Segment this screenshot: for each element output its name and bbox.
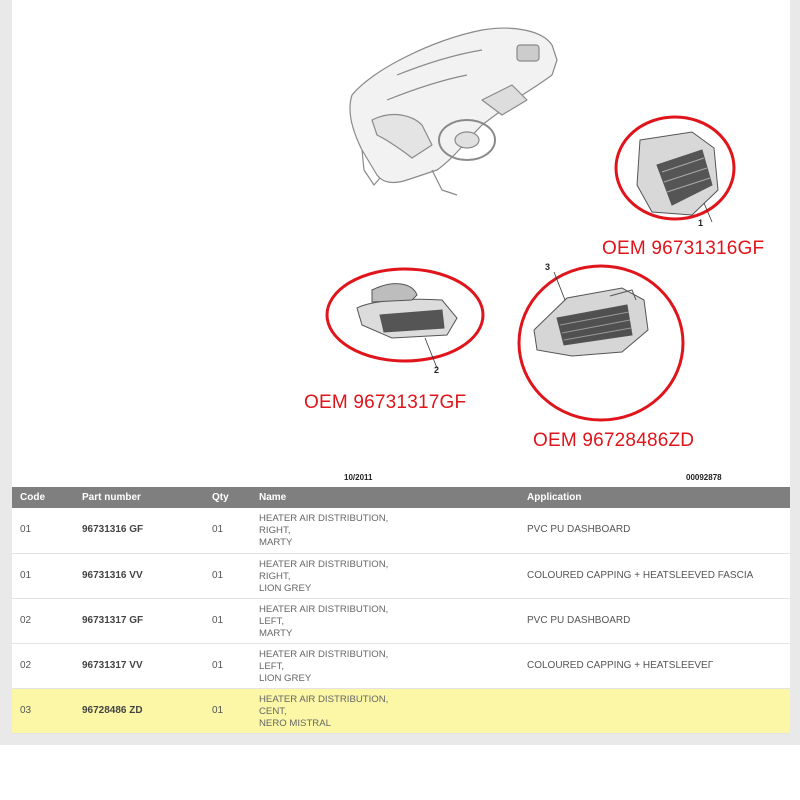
callout-number-2: 2 [434, 365, 440, 375]
name-line: CENT, [259, 705, 287, 717]
oem-label-1: OEM 96731316GF [602, 238, 765, 259]
row-name [251, 508, 519, 553]
name-line: HEATER AIR DISTRIBUTION, [259, 513, 389, 525]
parts-diagram [12, 0, 790, 470]
table-row [12, 643, 790, 688]
name-line: RIGHT, [259, 570, 291, 582]
header-application: Application [519, 487, 790, 508]
row-application: COLOURED CAPPING + HEATSLEEVED FASCIA [519, 553, 790, 598]
name-line: LION GREY [259, 582, 312, 594]
catalog-reference: 00092878 [686, 473, 722, 482]
row-qty: 01 [204, 598, 251, 643]
row-application: COLOURED CAPPING + HEATSLEEVEΓ [519, 643, 790, 688]
row-code: 01 [12, 508, 74, 553]
name-line: HEATER AIR DISTRIBUTION, [259, 603, 389, 615]
table-row-highlighted [12, 688, 790, 733]
row-name [251, 688, 519, 733]
name-line: HEATER AIR DISTRIBUTION, [259, 558, 389, 570]
table-row [12, 553, 790, 598]
row-code: 03 [12, 688, 74, 733]
row-code: 02 [12, 598, 74, 643]
callout-number-3: 3 [545, 262, 551, 272]
dashboard-illustration [350, 28, 557, 195]
row-qty: 01 [204, 553, 251, 598]
row-code: 02 [12, 643, 74, 688]
oem-label-2: OEM 96731317GF [304, 392, 467, 413]
row-qty: 01 [204, 508, 251, 553]
row-application [519, 688, 790, 733]
row-application: PVC PU DASHBOARD [519, 598, 790, 643]
table-row [12, 598, 790, 643]
row-name [251, 598, 519, 643]
row-qty: 01 [204, 643, 251, 688]
row-part-number: 96731317 GF [74, 598, 204, 643]
row-part-number: 96731316 VV [74, 553, 204, 598]
vent-center-callout [519, 266, 683, 420]
row-part-number: 96731316 GF [74, 508, 204, 553]
row-code: 01 [12, 553, 74, 598]
header-code: Code [12, 487, 74, 508]
callout-number-1: 1 [698, 218, 704, 228]
row-part-number: 96731317 VV [74, 643, 204, 688]
header-qty: Qty [204, 487, 251, 508]
row-name [251, 553, 519, 598]
name-line: MARTY [259, 537, 293, 549]
name-line: HEATER AIR DISTRIBUTION, [259, 648, 389, 660]
name-line: LEFT, [259, 615, 285, 627]
name-line: LION GREY [259, 672, 312, 684]
table-row [12, 508, 790, 553]
table-header-row [12, 487, 790, 508]
vent-right-callout [616, 117, 734, 222]
catalog-date: 10/2011 [344, 473, 373, 482]
row-application: PVC PU DASHBOARD [519, 508, 790, 553]
name-line: LEFT, [259, 660, 285, 672]
oem-label-3: OEM 96728486ZD [533, 430, 695, 451]
name-line: MARTY [259, 627, 293, 639]
parts-table [12, 487, 790, 734]
row-qty: 01 [204, 688, 251, 733]
name-line: HEATER AIR DISTRIBUTION, [259, 693, 389, 705]
name-line: NERO MISTRAL [259, 717, 331, 729]
row-name [251, 643, 519, 688]
header-part-number: Part number [74, 487, 204, 508]
name-line: RIGHT, [259, 525, 291, 537]
header-name: Name [251, 487, 519, 508]
vent-left-callout [327, 269, 483, 368]
row-part-number: 96728486 ZD [74, 688, 204, 733]
